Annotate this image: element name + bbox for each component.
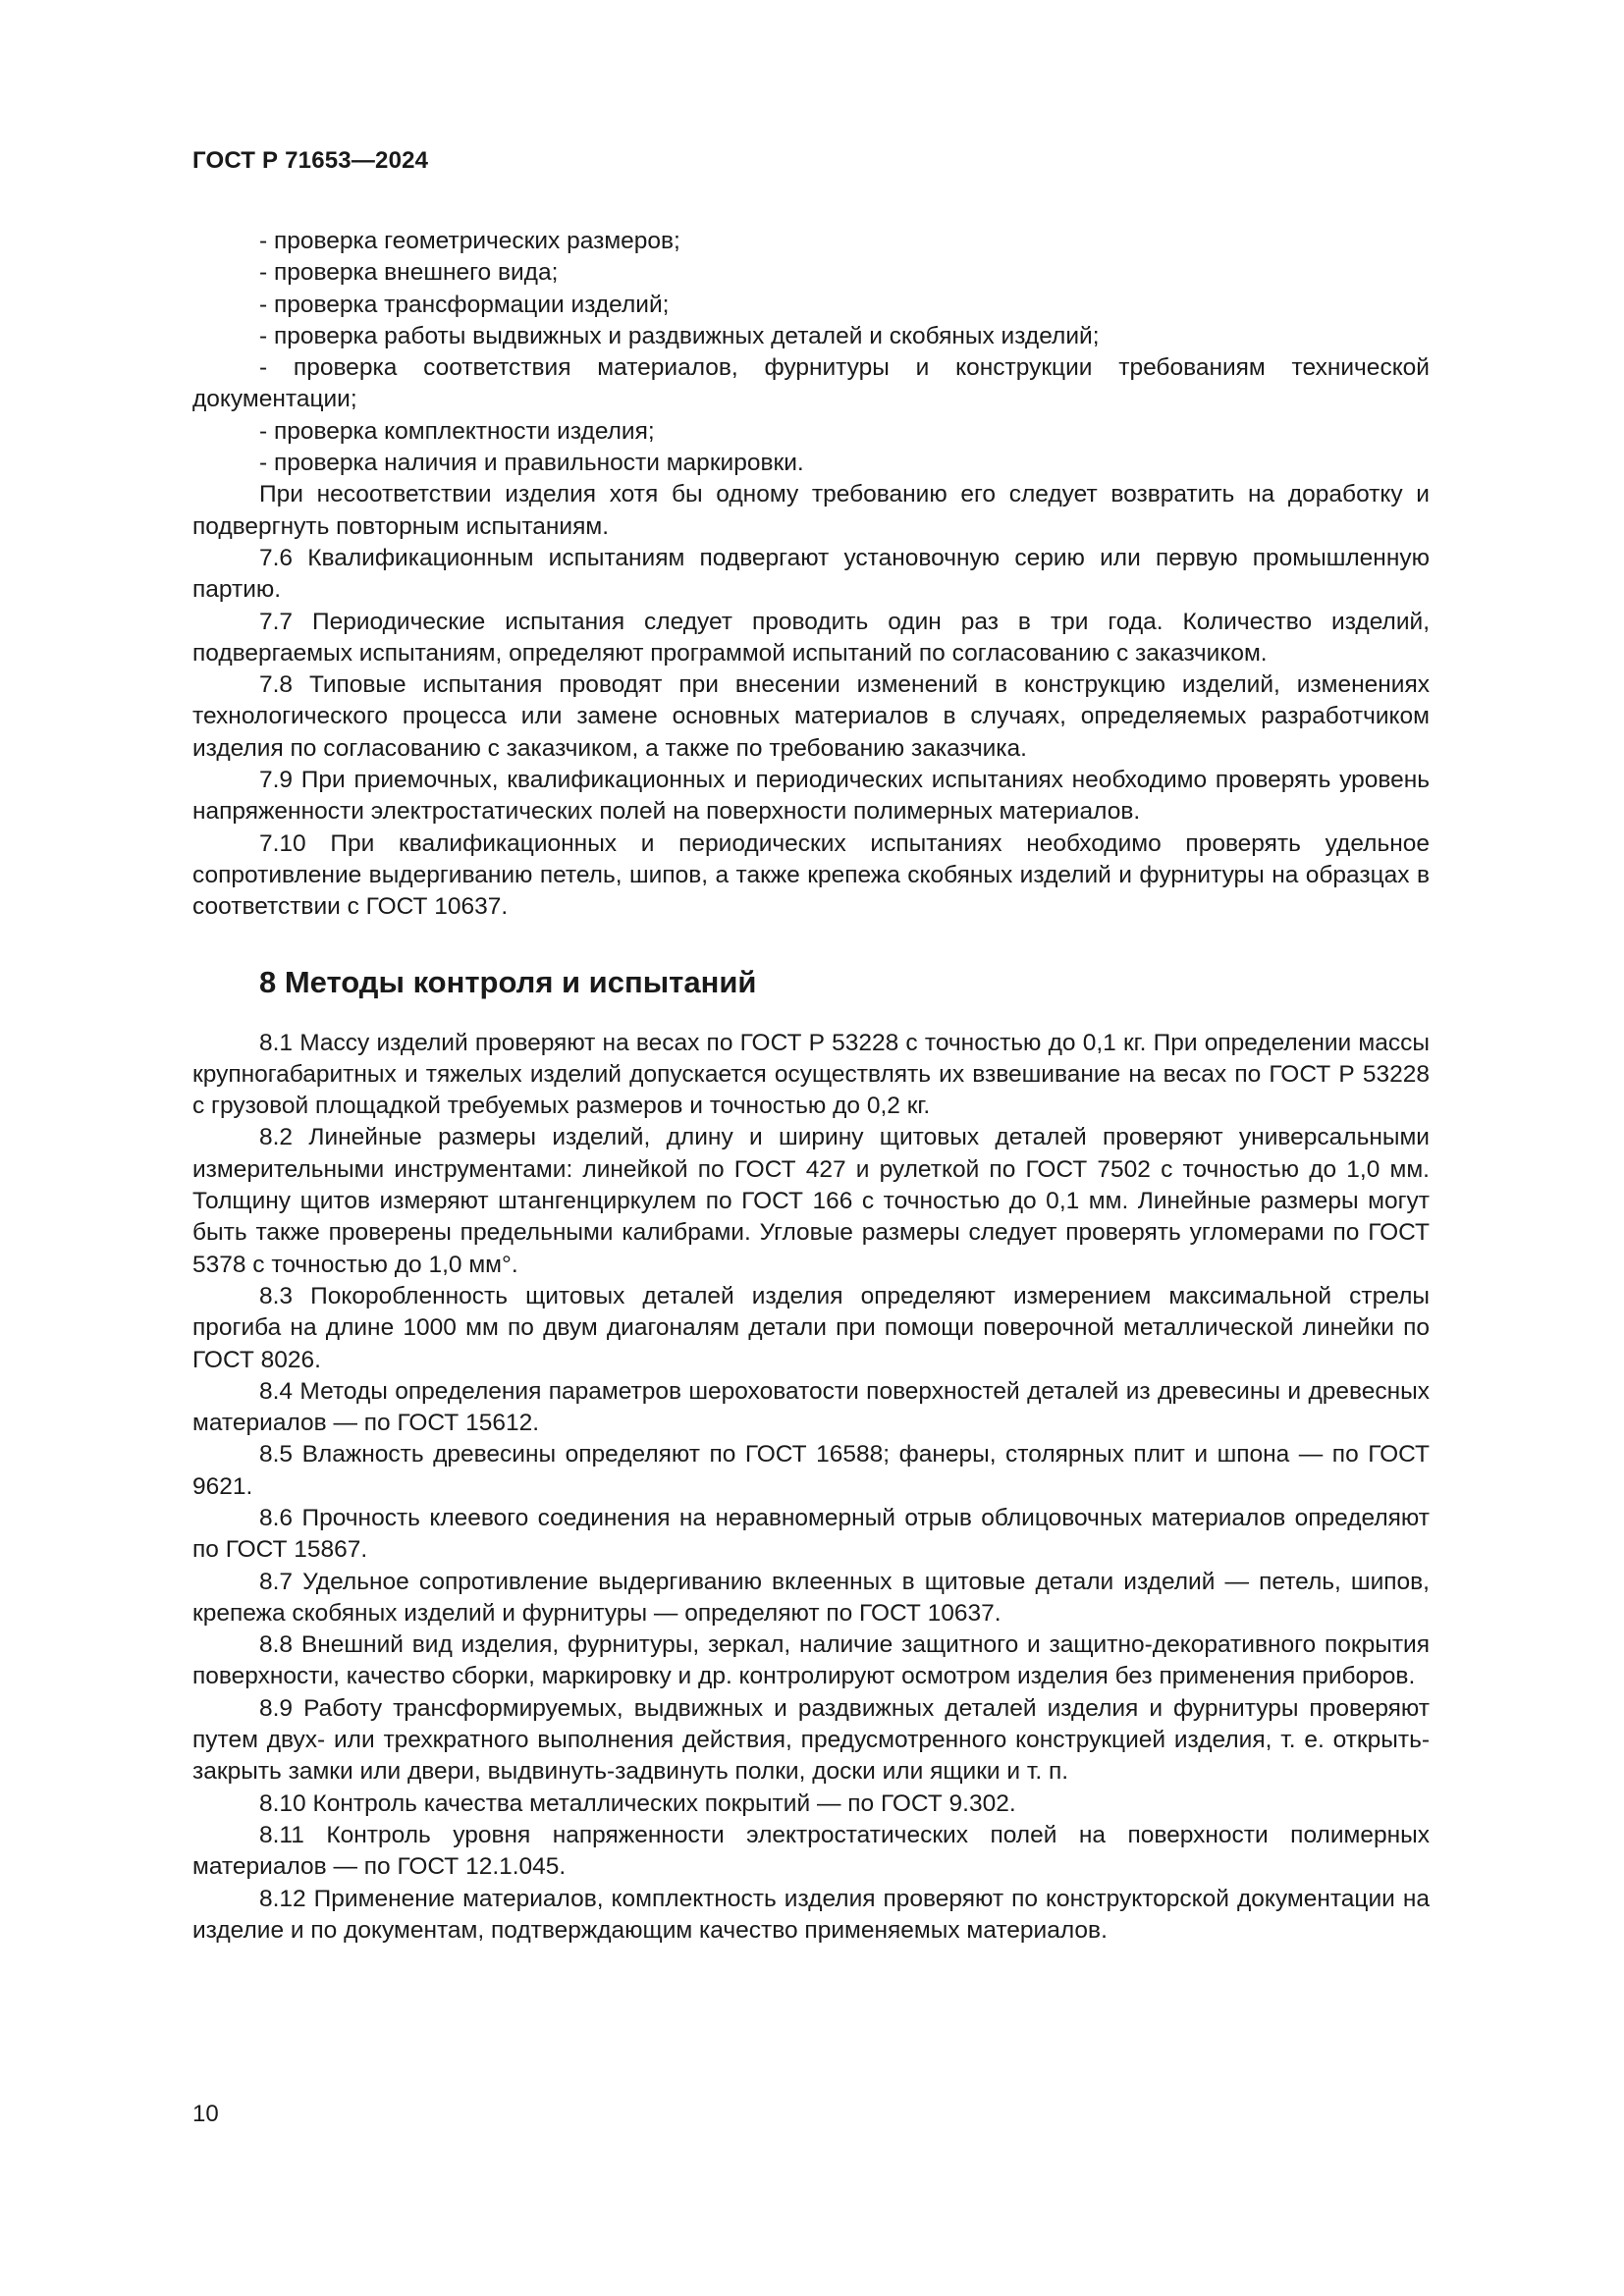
list-item: - проверка внешнего вида; [259,259,559,287]
paragraph-7-8: 7.8 Типовые испытания проводят при внесении изменений в конструкцию изделий, изменениях технологического процесса или замене основных материалов в случаях, определяемых разработчиком изделия по согласованию с заказчиком, а также по требованию заказчика. [192,671,1430,762]
paragraph-8-12: 8.12 Применение материалов, комплектность изделия проверяют по конструкторской документации на изделие и по документам, подтверждающим качество применяемых материалов. [192,1885,1430,1944]
document-body [192,226,1430,1947]
paragraph-8-2: 8.2 Линейные размеры изделий, длину и ширину щитовых деталей проверяют универсальными измерительными инструментами: линейкой по ГОСТ 427 и рулеткой по ГОСТ 7502 с точностью до 1,0 мм. Толщину щитов измеряют штангенциркулем по ГОСТ 166 с точностью до 0,1 мм. Линейные размеры могут быть также проверены предельными калибрами. Угловые размеры следует проверять угломерами по ГОСТ 5378 с точностью до 1,0 мм°. [192,1124,1430,1278]
paragraph-8-10: 8.10 Контроль качества металлических покрытий — по ГОСТ 9.302. [259,1789,1016,1817]
paragraph-7-9: 7.9 При приемочных, квалификационных и периодических испытаниях необходимо проверять уровень напряженности электростатических полей на поверхности полимерных материалов. [192,767,1430,826]
running-header: ГОСТ Р 71653—2024 [192,147,429,174]
paragraph-8-6: 8.6 Прочность клеевого соединения на неравномерный отрыв облицовочных материалов определяют по ГОСТ 15867. [192,1504,1430,1564]
list-item: - проверка геометрических размеров; [259,228,680,254]
page-number: 10 [192,2101,219,2127]
paragraph-8-11: 8.11 Контроль уровня напряженности электростатических полей на поверхности полимерных материалов — по ГОСТ 12.1.045. [192,1821,1430,1881]
paragraph-8-9: 8.9 Работу трансформируемых, выдвижных и раздвижных деталей изделия и фурнитуры проверяют путем двух- или трехкратного выполнения действия, предусмотренного конструкцией изделия, т. е. открыть-закрыть замки или двери, выдвинуть-задвинуть полки, доски или ящики и т. п. [192,1694,1430,1786]
paragraph-8-7: 8.7 Удельное сопротивление выдергиванию вклеенных в щитовые детали изделий — петель, шипов, крепежа скобяных изделий и фурнитуры — определяют по ГОСТ 10637. [192,1568,1430,1627]
paragraph-8-3: 8.3 Покоробленность щитовых деталей изделия определяют измерением максимальной стрелы прогиба на длине 1000 мм по двум диагоналям детали при помощи поверочной металлической линейки по ГОСТ 8026. [192,1282,1430,1373]
paragraph-8-8: 8.8 Внешний вид изделия, фурнитуры, зеркал, наличие защитного и защитно-декоративного покрытия поверхности, качество сборки, маркировку и др. контролируют осмотром изделия без применения приборов. [192,1631,1430,1690]
paragraph-7-7: 7.7 Периодические испытания следует проводить один раз в три года. Количество изделий, подвергаемых испытаниям, определяют программой испытаний по согласованию с заказчиком. [192,608,1430,667]
paragraph-8-5: 8.5 Влажность древесины определяют по ГОСТ 16588; фанеры, столярных плит и шпона — по ГОСТ 9621. [192,1441,1430,1500]
paragraph-7-10: 7.10 При квалификационных и периодических испытаниях необходимо проверять удельное сопротивление выдергиванию петель, шипов, а также крепежа скобяных изделий и фурнитуры на образцах в соответствии с ГОСТ 10637. [192,829,1430,921]
paragraph-7-6: 7.6 Квалификационным испытаниям подвергают установочную серию или первую промышленную партию. [192,544,1430,604]
paragraph-8-4: 8.4 Методы определения параметров шероховатости поверхностей деталей из древесины и древесных материалов — по ГОСТ 15612. [192,1377,1430,1437]
list-item: - проверка наличия и правильности маркировки. [259,450,804,477]
section-heading: 8 Методы контроля и испытаний [259,964,757,999]
paragraph: При несоответствии изделия хотя бы одному требованию его следует возвратить на доработку и подвергнуть повторным испытаниям. [192,481,1430,540]
list-item: - проверка трансформации изделий; [259,291,670,318]
paragraph-8-1: 8.1 Массу изделий проверяют на весах по ГОСТ Р 53228 с точностью до 0,1 кг. При определении массы крупногабаритных и тяжелых изделий допускается осуществлять их взвешивание на весах по ГОСТ Р 53228 с грузовой площадкой требуемых размеров и точностью до 0,2 кг. [192,1029,1430,1120]
list-item: - проверка работы выдвижных и раздвижных деталей и скобяных изделий; [259,322,1100,349]
list-item: - проверка соответствия материалов, фурнитуры и конструкции требованиям технической документации; [192,354,1430,413]
list-item: - проверка комплектности изделия; [259,417,655,445]
